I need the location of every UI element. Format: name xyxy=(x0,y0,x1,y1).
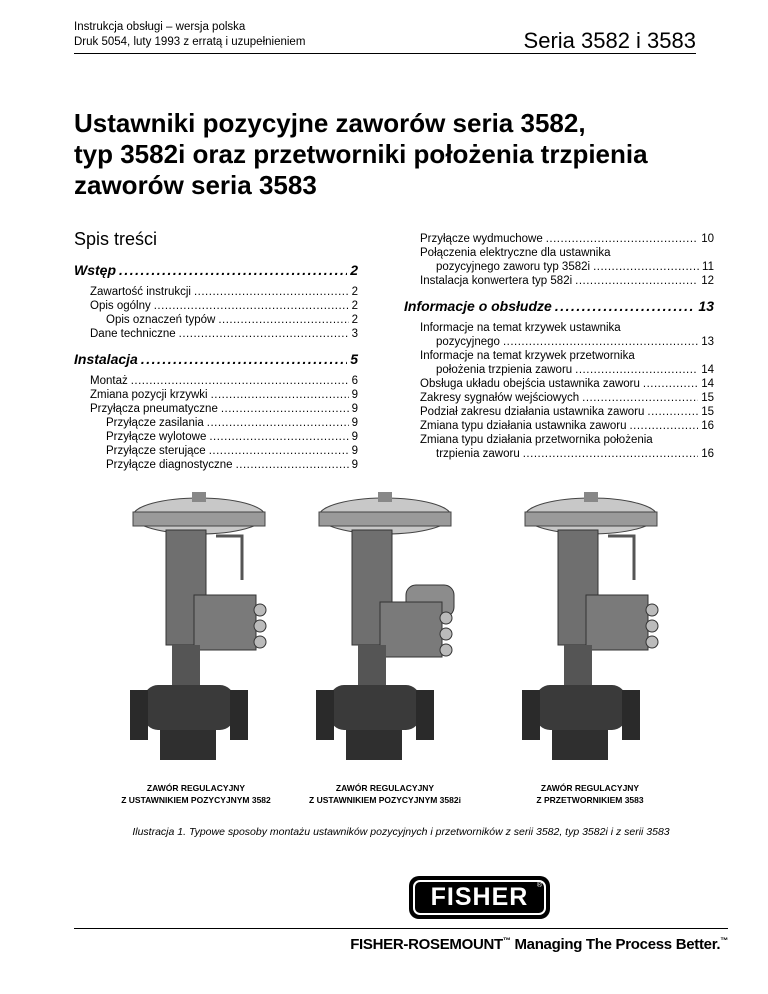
header-series: Seria 3582 i 3583 xyxy=(523,28,696,53)
trademark-mark: ™ xyxy=(720,936,728,945)
figure-label-line: ZAWÓR REGULACYJNY xyxy=(335,783,435,793)
toc-entry[interactable]: Przyłącze wydmuchowe ..... 10 xyxy=(404,232,714,246)
fisher-logo xyxy=(409,876,550,919)
toc-entry-section[interactable]: Instalacja ..... 5 xyxy=(74,351,358,368)
toc-right-column xyxy=(404,232,714,461)
footer-brand-name: FISHER-ROSEMOUNT xyxy=(350,936,503,953)
toc-entry[interactable]: Obsługa układu obejścia ustawnika zaworu ..... 14 xyxy=(404,377,714,391)
toc-entry[interactable]: położenia trzpienia zaworu ..... 14 xyxy=(404,363,714,377)
toc-entry[interactable]: Montaż ..... 6 xyxy=(74,374,358,388)
control-valve-image-3582i xyxy=(310,490,460,775)
title-line: Ustawniki pozycyjne zaworów seria 3582, xyxy=(74,108,586,138)
header-language-line: Instrukcja obsługi – wersja polska xyxy=(74,21,246,33)
toc-entry[interactable]: Instalacja konwertera typ 582i ..... 12 xyxy=(404,274,714,288)
toc-left-column xyxy=(74,262,358,472)
figure-label-line: Z PRZETWORNIKIEM 3583 xyxy=(536,795,644,805)
toc-entry[interactable]: Opis oznaczeń typów ..... 2 xyxy=(74,313,358,327)
header-print-line: Druk 5054, luty 1993 z erratą i uzupełnieniem xyxy=(74,36,306,48)
title-line: typ 3582i oraz przetworniki położenia trzpienia xyxy=(74,139,648,169)
toc-entry[interactable]: Przyłącze diagnostyczne ..... 9 xyxy=(74,458,358,472)
toc-entry-section[interactable]: Informacje o obsłudze ..... 13 xyxy=(404,298,714,315)
figure-label-line: ZAWÓR REGULACYJNY xyxy=(146,783,246,793)
figure-label xyxy=(285,782,485,806)
toc-entry[interactable]: Przyłącze zasilania ..... 9 xyxy=(74,416,358,430)
figure-label xyxy=(490,782,690,806)
control-valve-image-3582 xyxy=(124,490,274,775)
figure-label-line: ZAWÓR REGULACYJNY xyxy=(540,783,640,793)
toc-entry[interactable]: pozycyjnego zaworu typ 3582i ..... 11 xyxy=(404,260,714,274)
document-title xyxy=(74,108,714,201)
toc-entry[interactable]: Zakresy sygnałów wejściowych ..... 15 xyxy=(404,391,714,405)
toc-entry[interactable]: Przyłącze wylotowe ..... 9 xyxy=(74,430,358,444)
toc-heading: Spis treści xyxy=(74,229,158,249)
fisher-logo-text: FISHER xyxy=(430,883,529,911)
toc-entry[interactable]: Przyłącze sterujące ..... 9 xyxy=(74,444,358,458)
toc-entry[interactable]: Podział zakresu działania ustawnika zaworu ..... 15 xyxy=(404,405,714,419)
figure-label-line: Z USTAWNIKIEM POZYCYJNYM 3582i xyxy=(309,795,461,805)
toc-entry[interactable]: Dane techniczne ..... 3 xyxy=(74,327,358,341)
toc-entry-line[interactable]: Informacje na temat krzywek przetwornika xyxy=(420,350,635,362)
header-left xyxy=(74,20,305,50)
toc-entry[interactable]: Zawartość instrukcji ..... 2 xyxy=(74,285,358,299)
toc-entry[interactable]: Zmiana pozycji krzywki ..... 9 xyxy=(74,388,358,402)
toc-entry[interactable]: Zmiana typu działania ustawnika zaworu ..... 16 xyxy=(404,419,714,433)
toc-entry-line[interactable]: Połączenia elektryczne dla ustawnika xyxy=(420,247,611,259)
toc-entry-line[interactable]: Zmiana typu działania przetwornika położenia xyxy=(420,434,653,446)
figure-label xyxy=(96,782,296,806)
header-rule xyxy=(74,53,696,54)
footer-brand xyxy=(350,936,728,953)
toc-entry-section[interactable]: Wstęp ..... 2 xyxy=(74,262,358,279)
footer-slogan: Managing The Process Better. xyxy=(510,936,721,953)
toc-entry[interactable]: pozycyjnego ..... 13 xyxy=(404,335,714,349)
figure-caption: Ilustracja 1. Typowe sposoby montażu ustawników pozycyjnych i przetworników z serii 3582, typ 3582i i z serii 3583 xyxy=(132,826,670,838)
registered-mark: ® xyxy=(536,882,542,889)
toc-entry[interactable]: Przyłącza pneumatyczne ..... 9 xyxy=(74,402,358,416)
control-valve-image-3583 xyxy=(516,490,666,775)
toc-entry[interactable]: Opis ogólny ..... 2 xyxy=(74,299,358,313)
title-line: zaworów seria 3583 xyxy=(74,170,317,200)
trademark-mark: ™ xyxy=(502,936,511,945)
footer-rule xyxy=(74,928,728,929)
toc-entry[interactable]: trzpienia zaworu ..... 16 xyxy=(404,447,714,461)
figure-label-line: Z USTAWNIKIEM POZYCYJNYM 3582 xyxy=(121,795,271,805)
toc-entry-line[interactable]: Informacje na temat krzywek ustawnika xyxy=(420,322,621,334)
